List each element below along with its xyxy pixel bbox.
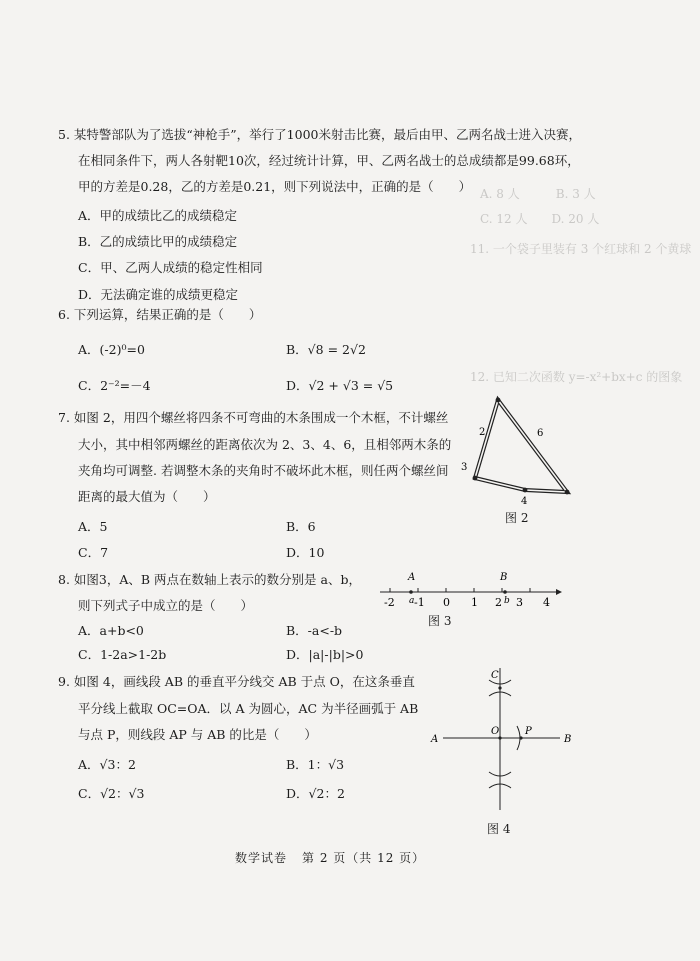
fig4-label-O: O (491, 726, 500, 737)
fig4-label-B: B (564, 734, 572, 745)
q5-line-3: 甲的方差是0.28，乙的方差是0.21，则下列说法中，正确的是（ ） (78, 179, 472, 194)
q7-option-d[interactable]: D．10 (286, 545, 325, 560)
q9-option-a[interactable]: A．√3：2 (78, 757, 136, 772)
q6-option-a[interactable]: A．(-2)⁰=0 (78, 342, 145, 357)
q8-option-c[interactable]: C．1-2a>1-2b (78, 647, 167, 662)
q8-option-b[interactable]: B．-a<-b (286, 623, 343, 638)
q9-line-2: 平分线上截取 OC=OA．以 A 为圆心，AC 为半径画弧于 AB (78, 701, 419, 716)
q6-option-c[interactable]: C．2⁻²=－4 (78, 378, 151, 393)
q9-line-3: 与点 P，则线段 AP 与 AB 的比是（ ） (78, 727, 317, 742)
fig3-tick-3: 3 (516, 596, 523, 609)
q5-option-c[interactable]: C．甲、乙两人成绩的稳定性相同 (78, 260, 263, 275)
q7-line-4: 距离的最大值为（ ） (78, 489, 216, 504)
bleed-through-text: 11. 一个袋子里装有 3 个红球和 2 个黄球 (470, 242, 692, 256)
q7-option-c[interactable]: C．7 (78, 545, 109, 560)
figure-3-number-line (378, 566, 568, 616)
q7-line-3: 夹角均可调整. 若调整木条的夹角时不破坏此木框，则任两个螺丝间 (78, 463, 449, 478)
q6-line-1: 6. 下列运算，结果正确的是（ ） (58, 307, 262, 322)
bleed-through-text: A. 8 人 B. 3 人 (480, 187, 596, 201)
q9-option-b[interactable]: B．1：√3 (286, 757, 345, 772)
q5-line-1: 5. 某特警部队为了选拔“神枪手”，举行了1000米射击比赛，最后由甲、乙两名战士进入决赛， (58, 127, 581, 142)
figure-3-caption: 图 3 (428, 614, 452, 628)
fig3-label-b: b (504, 596, 510, 606)
fig3-tick-0: 0 (443, 596, 450, 609)
q6-option-d[interactable]: D．√2 + √3 = √5 (286, 378, 394, 393)
q9-option-c[interactable]: C．√2：√3 (78, 786, 145, 801)
figure-4-caption: 图 4 (487, 822, 511, 836)
fig3-point-A: A (408, 572, 416, 583)
bleed-through-text: C. 12 人 D. 20 人 (480, 212, 600, 226)
footer-page-number: 第 2 页（共 12 页） (302, 851, 426, 865)
fig2-label-2: 2 (479, 427, 486, 438)
q6-option-b[interactable]: B．√8 = 2√2 (286, 342, 366, 357)
fig3-tick-minus1: -1 (414, 596, 425, 609)
fig3-tick-4: 4 (543, 596, 550, 609)
q5-line-2: 在相同条件下，两人各射靶10次，经过统计计算，甲、乙两名战士的总成绩都是99.68环， (78, 153, 580, 168)
q8-line-2: 则下列式子中成立的是（ ） (78, 598, 254, 613)
fig3-tick-minus2: -2 (384, 596, 395, 609)
fig2-label-4: 4 (521, 496, 528, 507)
fig4-label-A: A (431, 734, 439, 745)
q8-option-a[interactable]: A．a+b<0 (78, 623, 144, 638)
bleed-through-text: 12. 已知二次函数 y=-x²+bx+c 的图象 (470, 370, 683, 384)
fig3-tick-2: 2 (495, 596, 502, 609)
q7-option-b[interactable]: B．6 (286, 519, 316, 534)
q5-option-d[interactable]: D．无法确定谁的成绩更稳定 (78, 287, 239, 302)
q8-line-1: 8. 如图3，A、B 两点在数轴上表示的数分别是 a、b， (58, 572, 361, 587)
fig4-label-P: P (525, 726, 532, 737)
q7-line-2: 大小，其中相邻两螺丝的距离依次为 2、3、4、6，且相邻两木条的 (78, 437, 452, 452)
fig4-label-C: C (491, 670, 499, 681)
figure-2-quadrilateral (455, 390, 585, 520)
q9-option-d[interactable]: D．√2：2 (286, 786, 345, 801)
q8-option-d[interactable]: D．|a|-|b|>0 (286, 647, 364, 662)
fig3-point-B: B (500, 572, 508, 583)
q5-option-a[interactable]: A．甲的成绩比乙的成绩稳定 (78, 208, 238, 223)
figure-4-perpendicular-bisector (425, 660, 585, 820)
figure-2-caption: 图 2 (505, 511, 529, 525)
footer-subject: 数学试卷 (235, 851, 288, 865)
fig3-tick-1: 1 (471, 596, 478, 609)
q5-option-b[interactable]: B．乙的成绩比甲的成绩稳定 (78, 234, 238, 249)
fig3-label-a: a (409, 596, 415, 606)
fig2-label-6: 6 (537, 428, 544, 439)
fig2-label-3: 3 (461, 462, 468, 473)
q9-line-1: 9. 如图 4，画线段 AB 的垂直平分线交 AB 于点 O，在这条垂直 (58, 674, 415, 689)
q7-line-1: 7. 如图 2，用四个螺丝将四条不可弯曲的木条围成一个木框，不计螺丝 (58, 410, 449, 425)
q7-option-a[interactable]: A．5 (78, 519, 108, 534)
